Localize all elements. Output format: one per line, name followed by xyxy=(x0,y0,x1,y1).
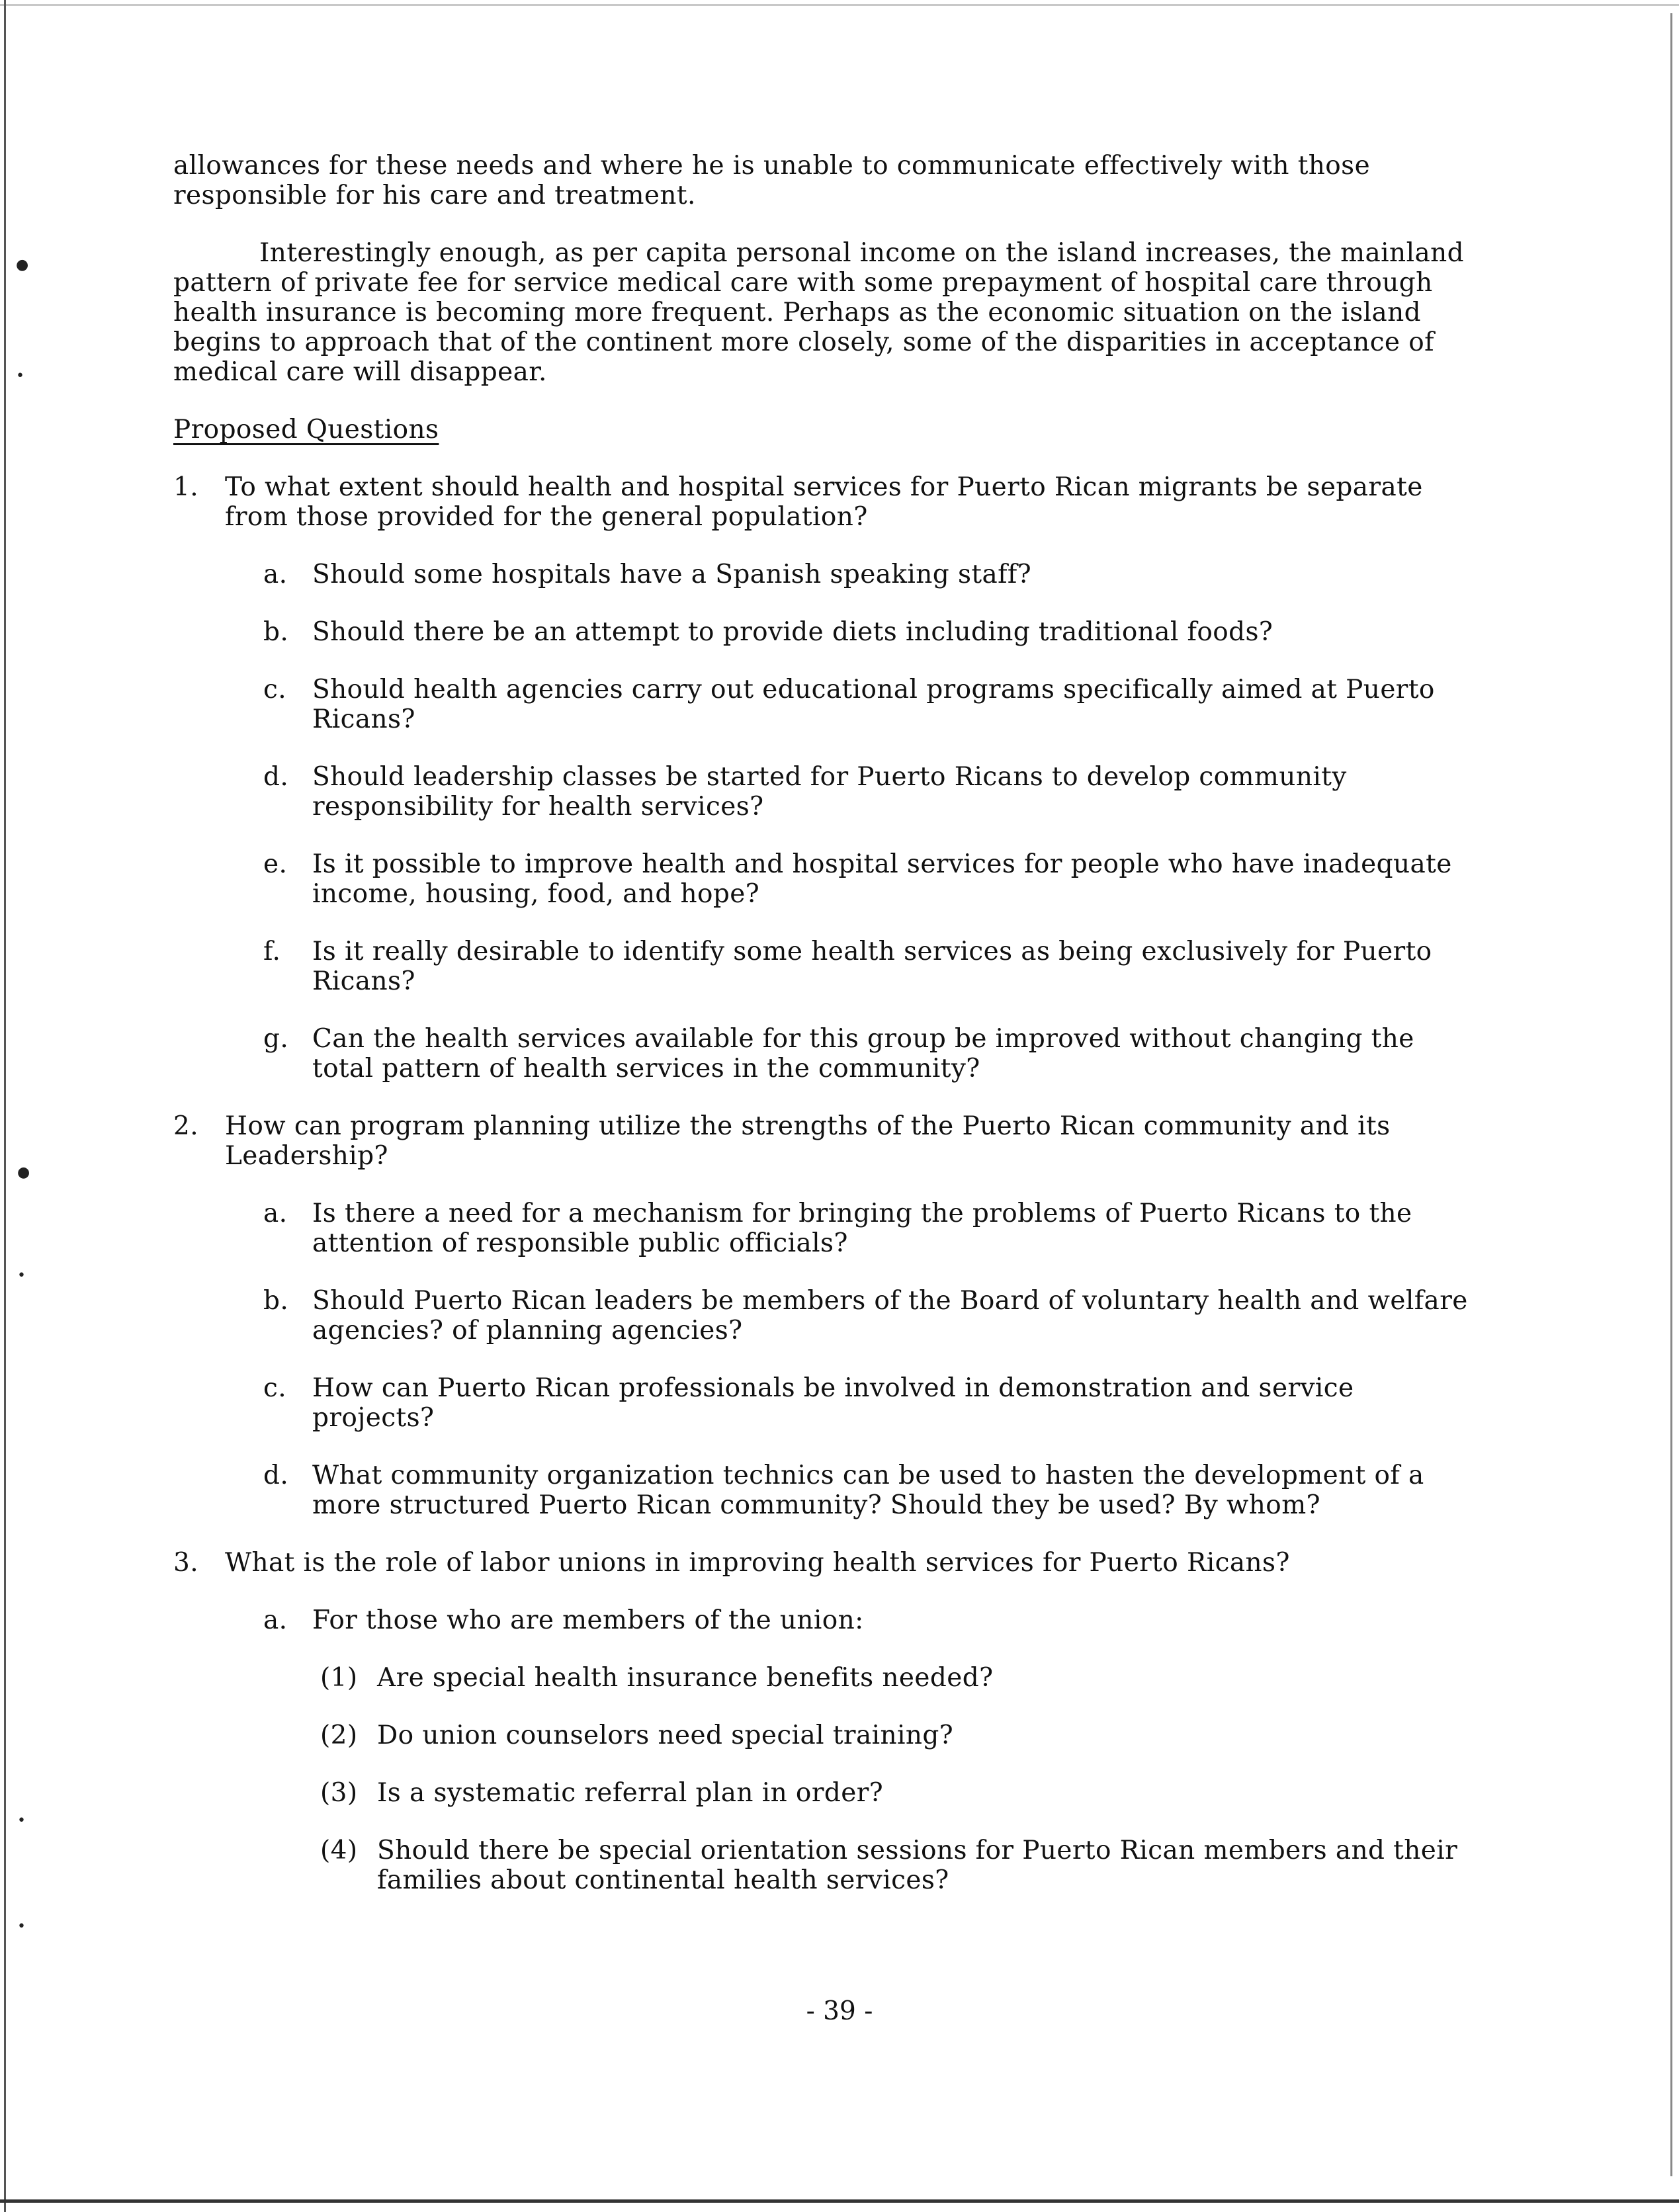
sub-letter: b. xyxy=(263,1286,289,1316)
sub-text: Should there be an attempt to provide diets including traditional foods? xyxy=(312,617,1273,647)
question-text: To what extent should health and hospital services for Puerto Rican migrants be separate from those provided for the general population? xyxy=(225,472,1423,532)
scan-edge-top xyxy=(0,4,1679,6)
sub-text: Can the health services available for this group be improved without changing the total pattern of health services in the community? xyxy=(312,1024,1414,1084)
numbered-item xyxy=(173,1721,1483,1750)
scan-edge-left xyxy=(4,0,6,2212)
item-number: (4) xyxy=(320,1836,358,1865)
sub-question xyxy=(173,617,1483,647)
sub-question xyxy=(173,762,1483,822)
intro-paragraph-1: allowances for these needs and where he is unable to communicate effectively with those responsible for his care and treatment. xyxy=(173,151,1371,210)
scan-speck: ● xyxy=(16,257,29,273)
sub-letter: d. xyxy=(263,762,289,792)
sub-letter: a. xyxy=(263,1605,288,1635)
sub-text: Is it really desirable to identify some health services as being exclusively for Puerto Ricans? xyxy=(312,937,1432,996)
item-number: (2) xyxy=(320,1721,358,1750)
sub-text: Is there a need for a mechanism for bringing the problems of Puerto Ricans to the attention of responsible public officials? xyxy=(312,1199,1412,1258)
scan-speck: • xyxy=(17,1918,26,1935)
item-number: (1) xyxy=(320,1663,358,1693)
question-1 xyxy=(173,472,1483,532)
section-heading: Proposed Questions xyxy=(173,415,439,445)
sub-question xyxy=(173,675,1483,734)
item-text: Is a systematic referral plan in order? xyxy=(377,1778,884,1808)
item-text: Are special health insurance benefits needed? xyxy=(377,1663,994,1693)
sub-question xyxy=(173,849,1483,909)
item-text: Should there be special orientation sessions for Puerto Rican members and their families about continental health services? xyxy=(377,1836,1458,1895)
question-text: What is the role of labor unions in improving health services for Puerto Ricans? xyxy=(225,1548,1290,1578)
question-number: 1. xyxy=(173,472,199,502)
item-text: Do union counselors need special training? xyxy=(377,1721,954,1750)
sub-question xyxy=(173,1199,1483,1258)
sub-letter: f. xyxy=(263,937,281,966)
sub-letter: b. xyxy=(263,617,289,647)
numbered-item xyxy=(173,1778,1483,1808)
scan-speck: • xyxy=(17,1267,26,1284)
sub-question xyxy=(173,1605,1483,1635)
sub-letter: a. xyxy=(263,560,288,589)
sub-letter: c. xyxy=(263,675,287,704)
intro-paragraph-2: Interestingly enough, as per capita personal income on the island increases, the mainland pattern of private fee for service medical care with some prepayment of hospital care through health insurance is becoming more frequent. Perhaps as the economic situation on the island begins to approach that of the continent more closely, some of the disparities in acceptance of medical care will disappear. xyxy=(173,238,1464,387)
sub-text: Should leadership classes be started for Puerto Ricans to develop community responsibility for health services? xyxy=(312,762,1347,822)
question-3 xyxy=(173,1548,1483,1578)
scan-speck: • xyxy=(16,368,24,384)
sub-text: Should Puerto Rican leaders be members of the Board of voluntary health and welfare agencies? of planning agencies? xyxy=(312,1286,1468,1345)
scan-edge-bottom xyxy=(0,2199,1679,2203)
document-body xyxy=(173,151,1483,1923)
sub-question xyxy=(173,1373,1483,1433)
question-text: How can program planning utilize the strengths of the Puerto Rican community and its Leadership? xyxy=(225,1111,1391,1171)
sub-question xyxy=(173,937,1483,996)
sub-question xyxy=(173,1024,1483,1084)
sub-letter: a. xyxy=(263,1199,288,1228)
page-number: - 39 - xyxy=(806,1996,873,2026)
sub-question xyxy=(173,1286,1483,1345)
sub-question xyxy=(173,560,1483,589)
sub-text: For those who are members of the union: xyxy=(312,1605,864,1635)
sub-text: What community organization technics can be used to hasten the development of a more structured Puerto Rican community? Should they be used? By whom? xyxy=(312,1461,1424,1520)
question-2 xyxy=(173,1111,1483,1171)
sub-letter: e. xyxy=(263,849,288,879)
scan-speck: ● xyxy=(17,1164,30,1181)
numbered-item xyxy=(173,1663,1483,1693)
sub-question xyxy=(173,1461,1483,1520)
item-number: (3) xyxy=(320,1778,358,1808)
sub-letter: d. xyxy=(263,1461,289,1490)
numbered-item xyxy=(173,1836,1483,1895)
question-number: 3. xyxy=(173,1548,199,1578)
sub-text: Should health agencies carry out educational programs specifically aimed at Puerto Ricans? xyxy=(312,675,1435,734)
question-number: 2. xyxy=(173,1111,199,1141)
sub-text: How can Puerto Rican professionals be involved in demonstration and service projects? xyxy=(312,1373,1354,1433)
sub-letter: c. xyxy=(263,1373,287,1403)
scan-speck: • xyxy=(17,1812,26,1829)
sub-text: Should some hospitals have a Spanish speaking staff? xyxy=(312,560,1032,589)
sub-text: Is it possible to improve health and hospital services for people who have inadequate income, housing, food, and hope? xyxy=(312,849,1452,909)
sub-letter: g. xyxy=(263,1024,289,1054)
scan-edge-right xyxy=(1670,13,1672,2176)
